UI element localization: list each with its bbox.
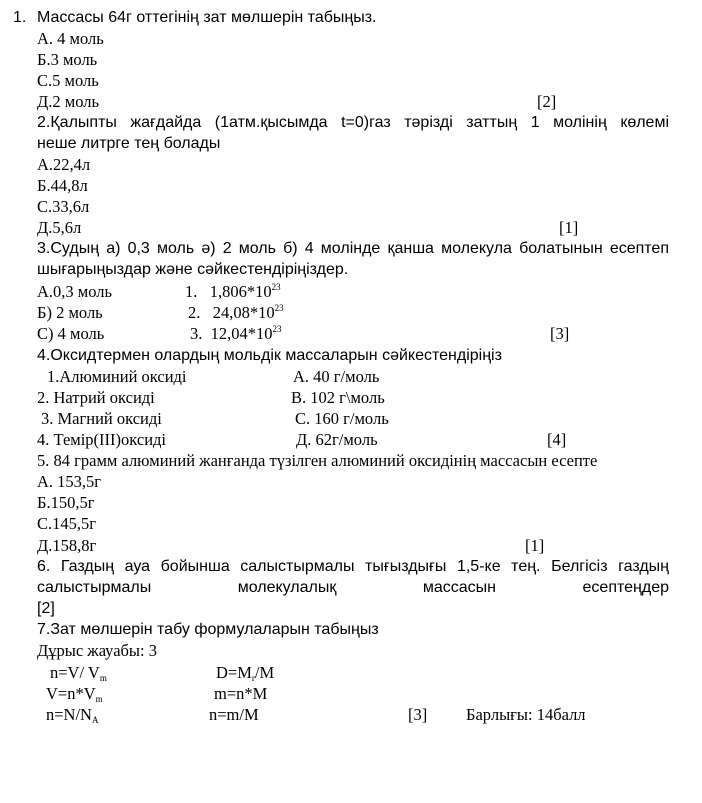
q4-left-item: 3. Магний оксиді: [41, 409, 162, 428]
q3-left-item: А.0,3 моль: [37, 282, 113, 301]
q3-right-value: 24,08*10: [212, 303, 275, 322]
q1-option-d: Д.2 моль: [37, 92, 99, 111]
q1-number: 1.: [13, 9, 27, 26]
formula-subscript: m: [99, 673, 107, 683]
formula-item: [50, 662, 107, 683]
q5-question: 5. 84 грамм алюминий жанғанда түзілген алюминий оксидінің массасын есепте: [37, 451, 598, 470]
q2-option-b: Б.44,8л: [37, 176, 88, 195]
formula-main: n=V/ V: [50, 663, 100, 682]
q3-right-exponent: 23: [271, 282, 281, 292]
q7-title: 7.Зат мөлшерін табу формулаларын табыңыз: [37, 621, 379, 638]
formula-main: D=M: [216, 663, 252, 682]
q4-left-item: 2. Натрий оксиді: [37, 388, 155, 407]
q3-right-item: [188, 302, 284, 323]
q4-left-item: 4. Темір(ІІІ)оксиді: [37, 430, 167, 449]
q5-option-c: С.145,5г: [37, 514, 97, 533]
q6-question-line2: салыстырмалы молекулалық массасын есептеңдер: [37, 579, 669, 596]
formula-subscript: r: [251, 673, 255, 683]
formula-item: n=m/M: [209, 705, 259, 724]
q3-question-line1: 3.Судың а) 0,3 моль ә) 2 моль б) 4 молінде қанша молекула болатынын есептеп: [37, 240, 669, 257]
q6-score: [2]: [37, 600, 55, 617]
q4-right-item: А. 40 г/моль: [293, 367, 380, 386]
q4-right-item: С. 160 г/моль: [295, 409, 389, 428]
q2-option-d: Д.5,6л: [37, 218, 82, 237]
q3-right-exponent: 23: [272, 324, 282, 334]
q7-answer-note: Дұрыс жауабы: 3: [37, 641, 157, 660]
q4-left-item: 1.Алюминий оксиді: [47, 367, 187, 386]
q3-question-line2: шығарыңыздар және сәйкестендіріңіздер.: [37, 261, 349, 278]
formula-item: [46, 683, 103, 704]
q3-left-item: С) 4 моль: [37, 324, 105, 343]
formula-subscript: m: [95, 694, 103, 704]
q1-score: [2]: [537, 92, 557, 111]
q7-score: [3]: [408, 705, 428, 724]
q3-right-number: 2.: [188, 303, 201, 322]
formula-main: V=n*V: [46, 684, 96, 703]
formula-item: [216, 662, 274, 683]
formula-main: n=N/N: [46, 705, 92, 724]
q5-option-a: А. 153,5г: [37, 472, 102, 491]
q5-option-b: Б.150,5г: [37, 493, 95, 512]
formula-item: [46, 704, 98, 725]
formula-tail: /M: [254, 663, 275, 682]
q1-option-a: А. 4 моль: [37, 29, 104, 48]
q2-option-c: С.33,6л: [37, 197, 90, 216]
q3-right-item: [190, 323, 282, 344]
formula-subscript: A: [91, 715, 99, 725]
q3-right-item: [185, 281, 281, 302]
q3-right-value: 1,806*10: [209, 282, 272, 301]
q1-option-c: С.5 моль: [37, 71, 99, 90]
q4-score: [4]: [547, 430, 567, 449]
q3-left-item: Б) 2 моль: [37, 303, 103, 322]
q1-option-b: Б.3 моль: [37, 50, 98, 69]
q3-right-number: 3.: [190, 324, 203, 343]
q6-question-line1: 6. Газдың ауа бойынша салыстырмалы тығыздығы 1,5-ке тең. Белгісіз газдың: [37, 558, 669, 575]
q2-question-line2: неше литрге тең болады: [37, 135, 221, 152]
q5-option-d: Д.158,8г: [37, 536, 97, 555]
formula-item: m=n*M: [214, 684, 268, 703]
total-score: Барлығы: 14балл: [466, 705, 586, 724]
q2-score: [1]: [559, 218, 579, 237]
q2-option-a: А.22,4л: [37, 155, 91, 174]
q2-question-line1: 2.Қалыпты жағдайда (1атм.қысымда t=0)газ тәрізді заттың 1 молінің көлемі: [37, 114, 669, 131]
q3-right-value: 12,04*10: [210, 324, 273, 343]
q1-question: Массасы 64г оттегінің зат мөлшерін табыңыз.: [37, 9, 377, 26]
q3-score: [3]: [550, 324, 570, 343]
q4-right-item: Д. 62г/моль: [296, 430, 378, 449]
q3-right-exponent: 23: [274, 303, 284, 313]
q5-score: [1]: [525, 536, 545, 555]
q3-right-number: 1.: [185, 282, 198, 301]
q4-right-item: В. 102 г\моль: [291, 388, 385, 407]
q4-title: 4.Оксидтермен олардың мольдік массаларын сәйкестендіріңіз: [37, 347, 502, 364]
